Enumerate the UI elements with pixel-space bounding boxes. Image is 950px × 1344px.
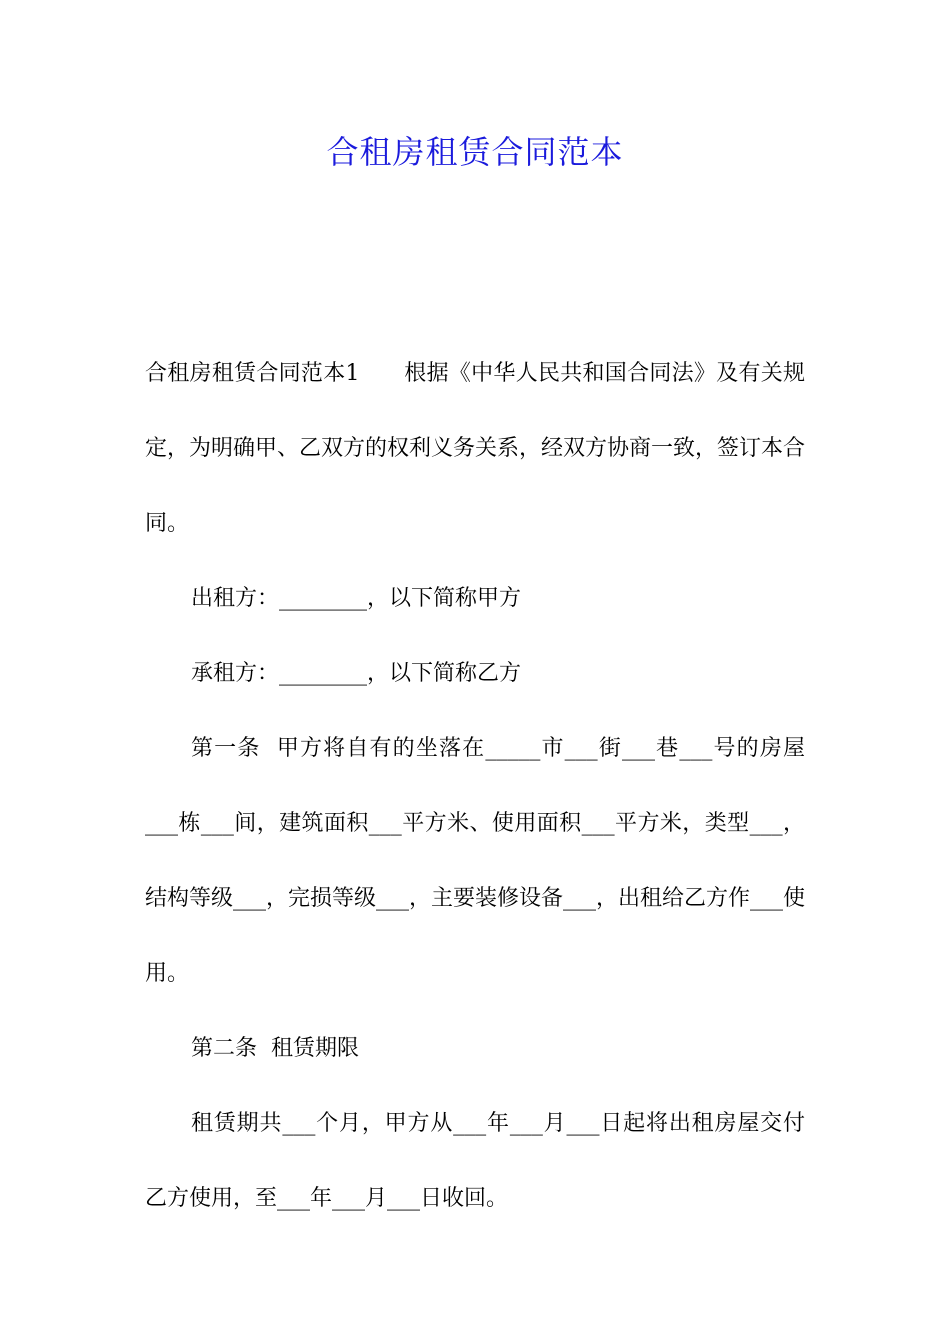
document-title: 合租房租赁合同范本 bbox=[326, 133, 624, 171]
article-one-paragraph: 第一条 甲方将自有的坐落在_____市___街___巷___号的房屋___栋___间，建筑面积___平方米、使用面积___平方米，类型___，结构等级___，完损等级___，主要装修设备___，出租给乙方作___使用。 bbox=[145, 736, 806, 986]
lessor-line: 出租方：________，以下简称甲方 bbox=[191, 586, 522, 611]
document-body bbox=[145, 336, 805, 1236]
lease-term-paragraph: 租赁期共___个月，甲方从___年___月___日起将出租房屋交付乙方使用，至___年___月___日收回。 bbox=[145, 1111, 805, 1211]
intro-paragraph: 合租房租赁合同范本1 根据《中华人民共和国合同法》及有关规定，为明确甲、乙双方的权利义务关系，经双方协商一致，签订本合同。 bbox=[145, 361, 806, 536]
lessee-line: 承租方：________，以下简称乙方 bbox=[191, 661, 522, 686]
article-two-heading: 第二条 租赁期限 bbox=[191, 1036, 359, 1061]
